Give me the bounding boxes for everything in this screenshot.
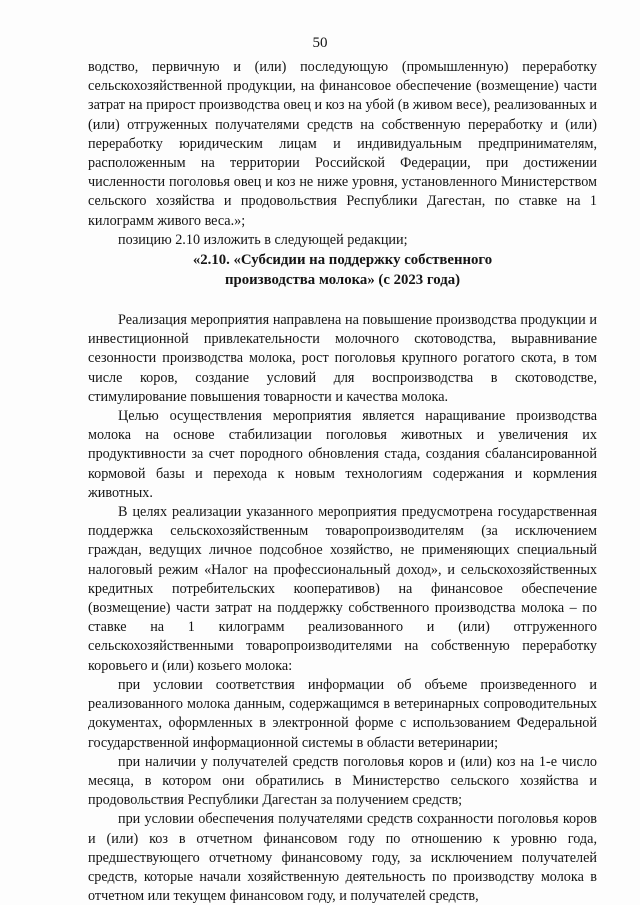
document-body: [88, 58, 597, 906]
body-paragraph: В целях реализации указанного мероприятия предусмотрена государственная поддержка сельскохозяйственным товаропроизводителям (за исключением граждан, ведущих личное подсобное хозяйство, не применяющих специальный налоговый режим «Налог на профессиональный доход», и сельскохозяйственных кредитных потребительских кооперативов) на финансовое обеспечение (возмещение) части затрат на поддержку собственного производства молока – по ставке на 1 килограмм реализованного и (или) отгруженного сельскохозяйственными товаропроизводителями на собственную переработку коровьего и (или) козьего молока:: [88, 504, 597, 674]
section-title-line-1: «2.10. «Субсидии на поддержку собственного: [192, 252, 493, 269]
body-paragraph: при условии соответствия информации об объеме произведенного и реализованного молока данным, содержащимся в ветеринарных сопроводительных документах, оформленных в электронной форме с использованием Федеральной государственной информационной системы в области ветеринарии;: [88, 676, 597, 751]
body-paragraph: Целью осуществления мероприятия является наращивание производства молока на основе стабилизации поголовья животных и увеличения их продуктивности за счет породного обновления стада, создания сбалансированной кормовой базы и перехода к новым технологиям содержания и кормления животных.: [88, 408, 597, 501]
section-title-line-2: производства молока» (с 2023 года): [224, 271, 461, 288]
body-paragraph: Реализация мероприятия направлена на повышение производства продукции и инвестиционной привлекательности молочного скотоводства, выравнивание сезонности производства молока, рост поголовья крупного рогатого скота, в том числе коров, создание условий для воспроизводства в скотоводстве, стимулирование повышения товарности и качества молока.: [88, 312, 597, 405]
section-title: [88, 251, 597, 290]
amendment-instruction: позицию 2.10 изложить в следующей редакции;: [118, 231, 408, 248]
body-paragraph: при условии обеспечения получателями средств сохранности поголовья коров и (или) коз в отчетном финансовом году по отношению к уровню года, предшествующего отчетному финансовому году, за исключением получателей средств, которые начали хозяйственную деятельность по производству молока в отчетном или текущем финансовом году, и получателей средств,: [88, 811, 597, 905]
opening-paragraph: водство, первичную и (или) последующую (промышленную) переработку сельскохозяйственной продукции, на финансовое обеспечение (возмещение) части затрат на прирост производства овец и коз на убой (в живом весе), реализованных и (или) отгруженных получателями средств на собственную переработку и (или) переработку юридическим лицам и индивидуальным предпринимателям, расположенным на территории Российской Федерации, при достижении численности поголовья овец и коз не ниже уровня, установленного Министерством сельского хозяйства и продовольствия Республики Дагестан, по ставке на 1 килограмм живого веса.»;: [88, 59, 598, 229]
body-paragraph: при наличии у получателей средств поголовья коров и (или) коз на 1-е число месяца, в котором они обратились в Министерство сельского хозяйства и продовольствия Республики Дагестан за получением средств;: [88, 753, 597, 809]
page-number: 50: [312, 35, 328, 51]
section-spacer: [88, 290, 597, 311]
